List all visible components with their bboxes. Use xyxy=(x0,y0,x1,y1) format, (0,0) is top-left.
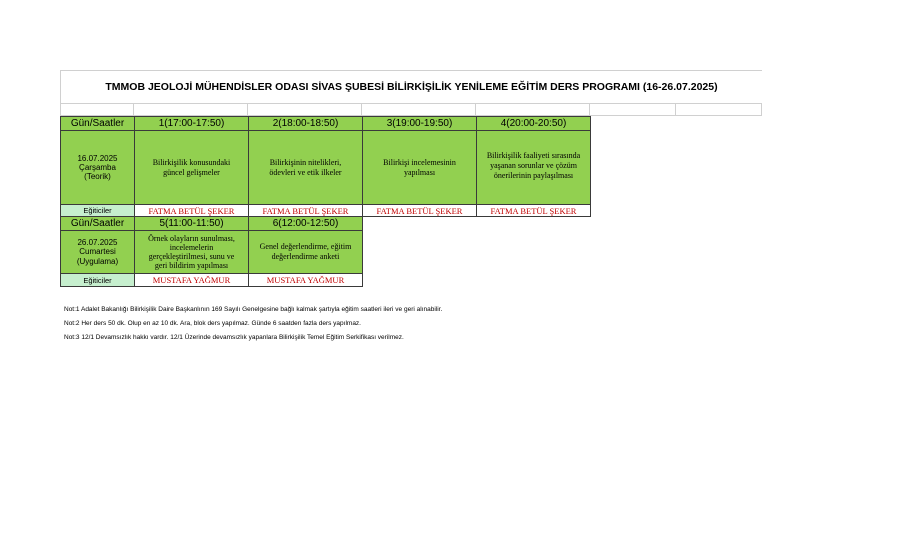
slot-header-3: 3(19:00-19:50) xyxy=(362,116,477,131)
day-date: 26.07.2025 xyxy=(77,238,118,248)
topic-line: güncel gelişmeler xyxy=(163,167,220,177)
trainer-cell: MUSTAFA YAĞMUR xyxy=(248,273,363,287)
day-weekday: Çarşamba xyxy=(79,162,116,172)
header-day-time: Gün/Saatler xyxy=(60,216,135,231)
topic-cell-1 xyxy=(134,130,249,205)
day-type: (Uygulama) xyxy=(76,256,119,266)
slot-header-5: 5(11:00-11:50) xyxy=(134,216,249,231)
trainer-cell: FATMA BETÜL ŞEKER xyxy=(248,204,363,217)
slot-header-4: 4(20:00-20:50) xyxy=(476,116,591,131)
topic-line: Bilirkişilik faaliyeti sırasında xyxy=(486,151,581,160)
topic-line: Bilirkişilik konusundaki xyxy=(152,157,231,167)
day-cell-2 xyxy=(60,230,135,274)
empty-cell xyxy=(676,104,762,116)
topic-cell-3 xyxy=(362,130,477,205)
topic-line: yaşanan sorunlar ve çözüm xyxy=(490,161,577,170)
topic-line: ödevleri ve etik ilkeler xyxy=(269,167,342,177)
trainers-label: Eğiticiler xyxy=(60,273,135,287)
topic-line: geri bildirim yapılması xyxy=(154,261,229,271)
day-weekday: Cumartesi xyxy=(79,247,116,257)
empty-cell xyxy=(362,104,476,116)
topic-line: Genel değerlendirme, eğitim xyxy=(259,242,352,251)
trainer-cell: FATMA BETÜL ŞEKER xyxy=(134,204,249,217)
empty-cell xyxy=(60,104,134,116)
topic-line: Örnek olayların sunulması, xyxy=(148,233,235,243)
note-3: Not:3 12/1 Devamsızlık hakkı vardır. 12/1 Üzerinde devamsızlık yapanlara Bilirkişilik Temel Eğitim Serkifikası verilmez. xyxy=(64,334,404,341)
topic-cell-5 xyxy=(134,230,249,274)
day-date: 16.07.2025 xyxy=(77,153,118,163)
trainer-cell: FATMA BETÜL ŞEKER xyxy=(362,204,477,217)
day-cell-1 xyxy=(60,130,135,205)
empty-cell xyxy=(476,104,590,116)
topic-line: önerilerinin paylaşılması xyxy=(493,171,574,180)
topic-line: değerlendirme anketi xyxy=(271,252,340,261)
note-2: Not:2 Her ders 50 dk. Olup en az 10 dk. Ara, blok ders yapılmaz. Günde 6 saatden fazla ders yapılmaz. xyxy=(64,320,361,327)
empty-cell xyxy=(590,104,676,116)
header-day-time: Gün/Saatler xyxy=(60,116,135,131)
topic-cell-4 xyxy=(476,130,591,205)
empty-cell xyxy=(248,104,362,116)
page-title: TMMOB JEOLOJİ MÜHENDİSLER ODASI SİVAS ŞUBESİ BİLİRKİŞİLİK YENİLEME EĞİTİM DERS PROGRAMI (16-26.07.2025) xyxy=(60,70,762,104)
slot-header-6: 6(12:00-12:50) xyxy=(248,216,363,231)
trainer-cell: MUSTAFA YAĞMUR xyxy=(134,273,249,287)
topic-line: gerçekleştirilmesi, sunu ve xyxy=(148,252,235,261)
trainers-label: Eğiticiler xyxy=(60,204,135,217)
topic-cell-2 xyxy=(248,130,363,205)
topic-line: Bilirkişinin nitelikleri, xyxy=(269,157,342,167)
topic-cell-6 xyxy=(248,230,363,274)
trainer-cell: FATMA BETÜL ŞEKER xyxy=(476,204,591,217)
empty-cell xyxy=(134,104,248,116)
slot-header-1: 1(17:00-17:50) xyxy=(134,116,249,131)
slot-header-2: 2(18:00-18:50) xyxy=(248,116,363,131)
topic-line: yapılması xyxy=(403,167,436,177)
day-type: (Teorik) xyxy=(84,172,111,182)
note-1: Not:1 Adalet Bakanlığı Bilirkişilik Daire Başkanlının 169 Sayılı Genelgesine bağlı kalmak şartıyla eğitim saatleri ileri ve geri alınabilir. xyxy=(64,306,443,313)
topic-line: incelemelerin xyxy=(169,242,214,252)
topic-line: Bilirkişi incelemesinin xyxy=(383,157,456,167)
